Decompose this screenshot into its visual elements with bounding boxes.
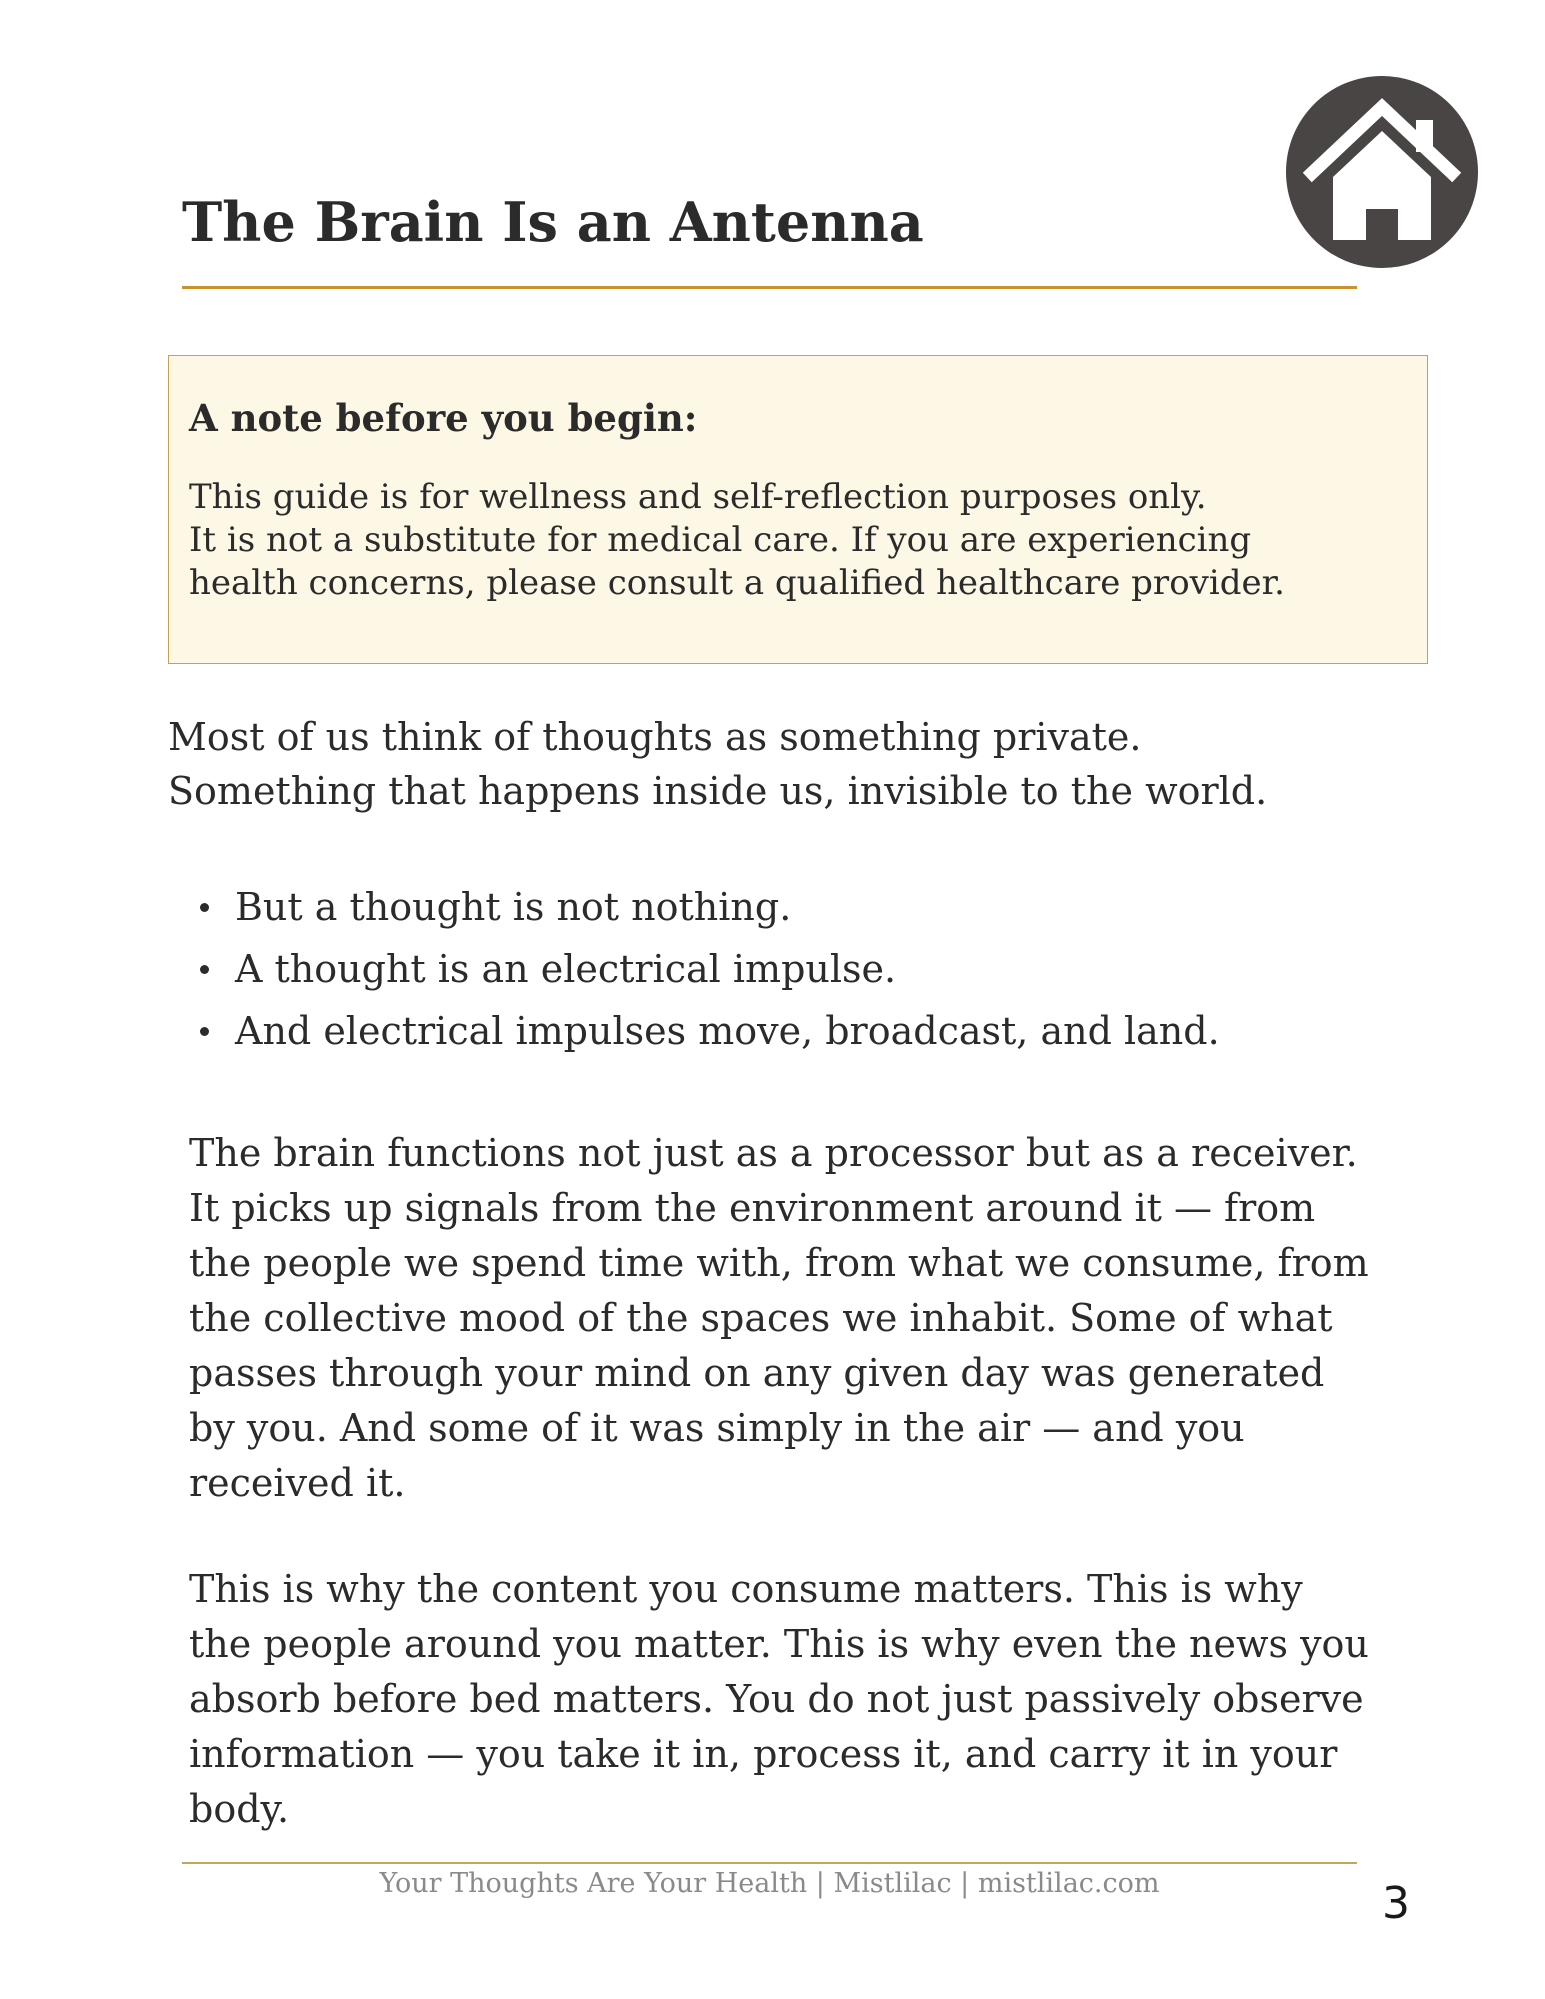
footer-divider	[182, 1862, 1357, 1864]
footer-text: Your Thoughts Are Your Health | Mistlilac | mistlilac.com	[379, 1868, 1160, 1899]
title-divider	[182, 286, 1357, 289]
intro-line: Something that happens inside us, invisible to the world.	[168, 769, 1268, 813]
intro-paragraph	[168, 710, 1267, 818]
note-line: health concerns, please consult a qualified healthcare provider.	[189, 563, 1285, 603]
paragraph-line: absorb before bed matters. You do not just passively observe	[189, 1677, 1364, 1721]
note-line: It is not a substitute for medical care. If you are experiencing	[189, 520, 1252, 560]
paragraph-line: the people around you matter. This is why even the news you	[189, 1622, 1369, 1666]
list-item	[168, 938, 1220, 1000]
page-title: The Brain Is an Antenna	[182, 190, 924, 254]
paragraph-line: by you. And some of it was simply in the air — and you	[189, 1406, 1245, 1450]
list-item	[168, 1000, 1220, 1062]
note-body	[189, 476, 1407, 605]
paragraph-line: the people we spend time with, from what we consume, from	[189, 1241, 1369, 1285]
body-paragraph-content	[189, 1562, 1369, 1837]
bullet-dot-icon	[200, 965, 209, 974]
paragraph-line: body.	[189, 1787, 290, 1831]
disclaimer-note	[168, 355, 1428, 664]
page-number: 3	[1382, 1878, 1410, 1929]
paragraph-line: This is why the content you consume matters. This is why	[189, 1567, 1303, 1611]
bullet-dot-icon	[200, 1027, 209, 1036]
paragraph-line: The brain functions not just as a processor but as a receiver.	[189, 1131, 1358, 1175]
home-icon[interactable]	[1286, 76, 1478, 268]
home-icon-graphic	[1286, 76, 1478, 268]
bullet-dot-icon	[200, 903, 209, 912]
note-line: This guide is for wellness and self-reflection purposes only.	[189, 477, 1207, 517]
paragraph-line: received it.	[189, 1461, 406, 1505]
intro-line: Most of us think of thoughts as something private.	[168, 715, 1142, 759]
list-item-text: But a thought is not nothing.	[235, 885, 792, 929]
bullet-list	[168, 876, 1220, 1062]
paragraph-line: the collective mood of the spaces we inhabit. Some of what	[189, 1296, 1333, 1340]
list-item-text: A thought is an electrical impulse.	[235, 947, 897, 991]
note-heading: A note before you begin:	[189, 396, 698, 440]
list-item	[168, 876, 1220, 938]
list-item-text: And electrical impulses move, broadcast, and land.	[235, 1009, 1220, 1053]
body-paragraph-receiver	[189, 1126, 1369, 1511]
paragraph-line: passes through your mind on any given day was generated	[189, 1351, 1325, 1395]
paragraph-line: It picks up signals from the environment around it — from	[189, 1186, 1316, 1230]
paragraph-line: information — you take it in, process it, and carry it in your	[189, 1732, 1338, 1776]
